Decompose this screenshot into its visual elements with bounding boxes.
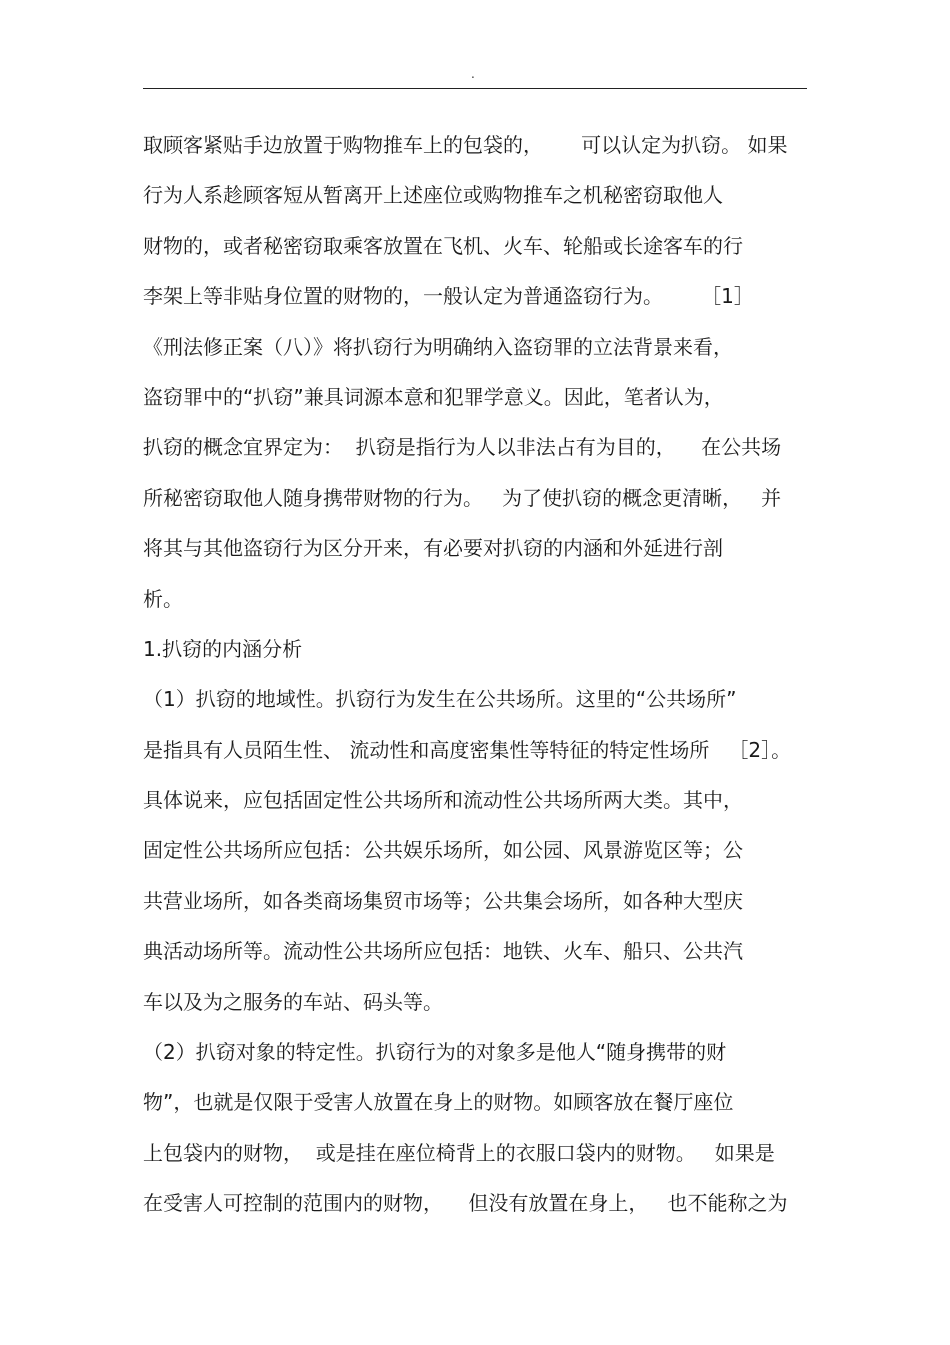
- text-line: 扒窃的概念宜界定为： 扒窃是指行为人以非法占有为目的， 在公共场: [143, 435, 782, 460]
- text-line: 车以及为之服务的车站、码头等。: [143, 989, 443, 1014]
- document-body: [143, 124, 809, 1233]
- text-line: 典活动场所等。流动性公共场所应包括：地铁、火车、船只、公共汽: [143, 939, 743, 964]
- text-line: 财物的，或者秘密窃取乘客放置在飞机、火车、轮船或长途客车的行: [143, 233, 743, 258]
- text-line: 固定性公共场所应包括：公共娱乐场所，如公园、风景游览区等；公: [143, 838, 743, 863]
- text-line: 行为人系趁顾客短从暂离开上述座位或购物推车之机秘密窃取他人: [143, 183, 723, 208]
- text-line: 将其与其他盗窃行为区分开来，有必要对扒窃的内涵和外延进行剖: [143, 536, 723, 561]
- text-line: 具体说来，应包括固定性公共场所和流动性公共场所两大类。其中，: [143, 788, 743, 813]
- header-rule: [143, 88, 807, 89]
- text-line: （1）扒窃的地域性。扒窃行为发生在公共场所。这里的“公共场所”: [143, 687, 737, 712]
- header-mark: .: [471, 67, 475, 81]
- text-line: 析。: [143, 586, 183, 611]
- text-line: 《刑法修正案（八）》将扒窃行为明确纳入盗窃罪的立法背景来看，: [143, 334, 733, 359]
- text-line: 在受害人可控制的范围内的财物， 但没有放置在身上， 也不能称之为: [143, 1191, 788, 1216]
- text-line: 上包袋内的财物， 或是挂在座位椅背上的衣服口袋内的财物。 如果是: [143, 1140, 775, 1165]
- section-heading: 1.扒窃的内涵分析: [143, 636, 303, 661]
- text-line: 盗窃罪中的“扒窃”兼具词源本意和犯罪学意义。因此，笔者认为，: [143, 384, 724, 409]
- text-line: 共营业场所，如各类商场集贸市场等；公共集会场所，如各种大型庆: [143, 888, 743, 913]
- text-line: 所秘密窃取他人随身携带财物的行为。 为了使扒窃的概念更清晰， 并: [143, 485, 782, 510]
- text-line: 李架上等非贴身位置的财物的，一般认定为普通盗窃行为。 ［1］: [143, 284, 754, 309]
- text-line: 取顾客紧贴手边放置于购物推车上的包袋的， 可以认定为扒窃。 如果: [143, 133, 788, 157]
- text-line: 是指具有人员陌生性、 流动性和高度密集性等特征的特定性场所 ［2］。: [143, 737, 792, 762]
- text-line: （2）扒窃对象的特定性。扒窃行为的对象多是他人“随身携带的财: [143, 1040, 727, 1065]
- text-line: 物”，也就是仅限于受害人放置在身上的财物。如顾客放在餐厅座位: [143, 1090, 734, 1115]
